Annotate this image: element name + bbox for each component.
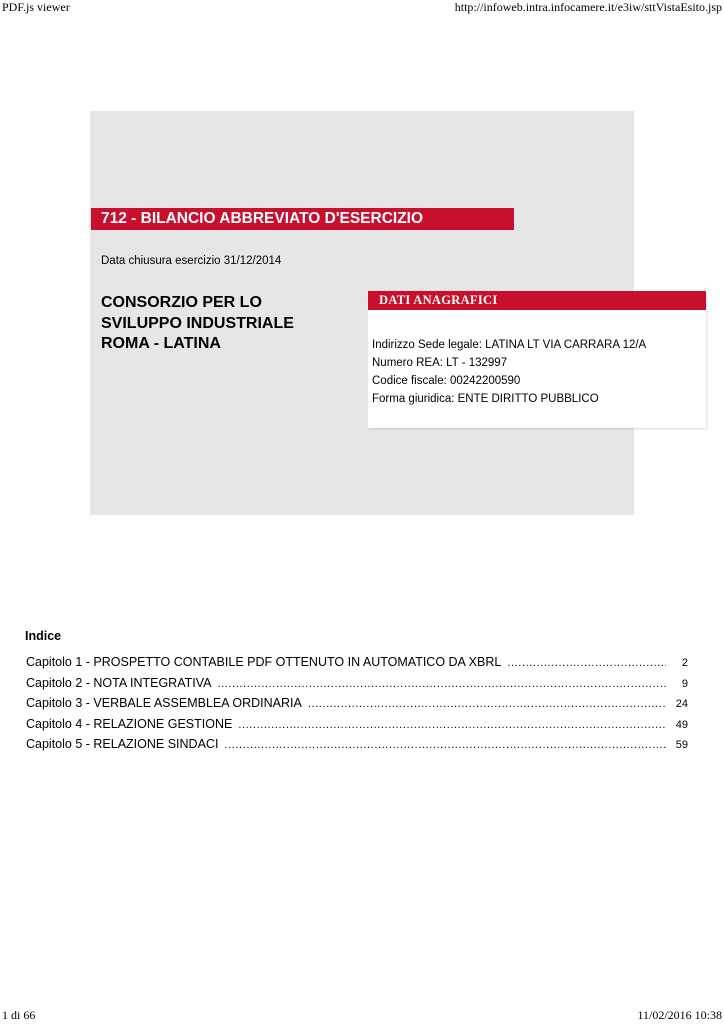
toc-entry-page: 49 — [675, 718, 688, 731]
company-name-line: ROMA - LATINA — [101, 335, 221, 352]
toc-leader — [217, 674, 666, 695]
toc-entry-label: Capitolo 4 - RELAZIONE GESTIONE — [26, 716, 233, 731]
sede-legale: Indirizzo Sede legale: LATINA LT VIA CARRARA 12/A — [372, 339, 647, 351]
toc-entry-label: Capitolo 3 - VERBALE ASSEMBLEA ORDINARIA — [26, 696, 302, 711]
viewer-title: PDF.js viewer — [2, 0, 70, 14]
index-title: Indice — [25, 629, 62, 643]
toc-leader — [308, 694, 666, 715]
toc-entry-page: 24 — [675, 698, 688, 711]
page-indicator: 1 di 66 — [2, 1008, 36, 1022]
toc-entry-page: 9 — [681, 677, 688, 690]
close-date: Data chiusura esercizio 31/12/2014 — [101, 255, 282, 267]
anagrafici-box — [368, 291, 706, 428]
toc-entry[interactable] — [26, 652, 688, 673]
forma-giuridica: Forma giuridica: ENTE DIRITTO PUBBLICO — [372, 393, 599, 405]
print-datetime: 11/02/2016 10:38 — [637, 1008, 722, 1022]
anagrafici-heading: DATI ANAGRAFICI — [368, 291, 706, 310]
page-url: http://infoweb.intra.infocamere.it/e3iw/sttVistaEsito.jsp — [454, 0, 722, 14]
company-name-line: CONSORZIO PER LO — [101, 294, 262, 311]
toc-entry[interactable] — [26, 673, 688, 694]
toc-entry-label: Capitolo 2 - NOTA INTEGRATIVA — [26, 675, 212, 690]
toc-entry-label: Capitolo 1 - PROSPETTO CONTABILE PDF OTTENUTO IN AUTOMATICO DA XBRL — [26, 655, 502, 669]
toc-entry-page: 2 — [681, 657, 688, 669]
toc-leader — [238, 715, 666, 736]
table-of-contents — [26, 652, 688, 755]
company-name-line: SVILUPPO INDUSTRIALE — [101, 314, 294, 332]
anagrafici-details — [372, 336, 646, 408]
document-title: 712 - BILANCIO ABBREVIATO D'ESERCIZIO — [91, 208, 514, 230]
toc-leader — [224, 735, 666, 756]
toc-entry-page: 59 — [675, 739, 688, 752]
toc-entry[interactable] — [26, 734, 688, 755]
numero-rea: Numero REA: LT - 132997 — [372, 357, 508, 369]
codice-fiscale: Codice fiscale: 00242200590 — [372, 375, 521, 387]
toc-leader — [507, 653, 666, 674]
toc-entry[interactable] — [26, 693, 688, 714]
company-name — [101, 293, 351, 355]
toc-entry[interactable] — [26, 714, 688, 735]
toc-entry-label: Capitolo 5 - RELAZIONE SINDACI — [26, 737, 219, 752]
